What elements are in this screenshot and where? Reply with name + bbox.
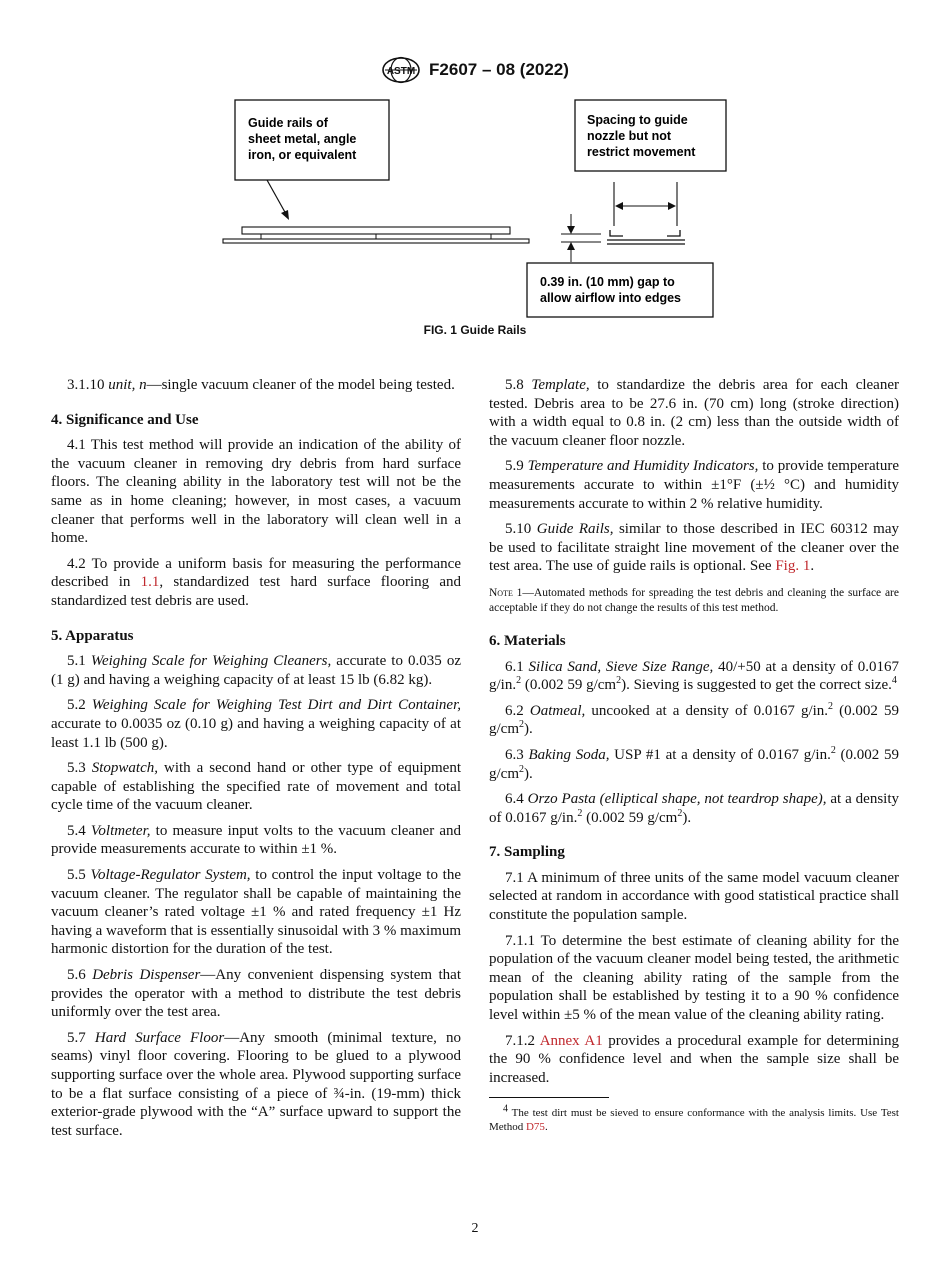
- note-1: [489, 586, 899, 616]
- label-left-line1: Guide rails of: [248, 116, 328, 130]
- para-text: ).: [524, 765, 533, 782]
- para-term: Temperature and Humidity Indicators,: [527, 458, 759, 475]
- para-text: accurate to 0.0035 oz (0.10 g) and having a weighing capacity of at least 1.1 lb (500 g).: [51, 715, 461, 751]
- para-text: ).: [524, 721, 533, 738]
- para-text: to control the input voltage to the vacuum cleaner. The regulator shall be capable of maintaining the vacuum cleaner’s rated voltage ±1 % and rated frequency ±1 Hz having a waveform that is essentially sinusoidal with 3 % maximum harmonic distortion for the duration of the test.: [51, 867, 461, 958]
- para-5-7: [51, 1029, 461, 1141]
- para-term: Voltage-Regulator System,: [90, 867, 251, 884]
- para-text: 4.2 To provide a uniform basis for measuring the performance described in: [51, 555, 461, 591]
- footnote-4: [489, 1103, 899, 1134]
- para-num: 5.6: [67, 967, 93, 984]
- para-7-1-2: [489, 1032, 899, 1088]
- gap-arrowhead-top: [567, 226, 575, 234]
- para-term: Stopwatch,: [91, 760, 158, 777]
- page-header: [0, 56, 950, 84]
- superscript: 2: [519, 763, 524, 775]
- note-num: 1: [512, 586, 523, 599]
- left-column: [51, 376, 461, 1147]
- para-text: (0.002 59 g/cm: [489, 746, 900, 782]
- para-3-1-10: [51, 376, 461, 395]
- para-5-5: [51, 866, 461, 959]
- para-num: 5.8: [505, 377, 532, 393]
- superscript: 2: [577, 807, 583, 819]
- section-5-title: 5. Apparatus: [51, 627, 134, 644]
- para-text: 40/+50 at a density of 0.0167 g/in.: [489, 658, 900, 694]
- link-fig-1[interactable]: Fig. 1: [775, 558, 811, 575]
- para-text: ). Sieving is suggested to get the correct size.: [621, 677, 892, 694]
- para-4-2: [51, 555, 461, 611]
- label-right-line1: Spacing to guide: [587, 113, 688, 127]
- para-term: Weighing Scale for Weighing Test Dirt and Dirt Container,: [91, 697, 461, 714]
- para-6-4: [489, 790, 899, 827]
- rail-top: [242, 227, 510, 234]
- para-term: Template,: [531, 377, 590, 393]
- para-num: 5.2: [67, 697, 92, 714]
- astm-logo-icon: [381, 56, 421, 84]
- para-text: (0.002 59 g/cm: [489, 702, 900, 738]
- leader-arrow-left: [267, 180, 286, 214]
- note-label: Note: [489, 586, 513, 599]
- para-term: Debris Dispenser: [92, 967, 201, 984]
- link-1-1[interactable]: 1.1: [140, 574, 160, 591]
- para-text: USP #1 at a density of 0.0167 g/in.: [609, 746, 831, 763]
- logo-lettering: ASTM: [386, 66, 416, 77]
- arrowhead-left: [281, 210, 289, 220]
- para-text: provides a procedural example for determining the 90 % confidence level and when the sample size shall be increased.: [489, 1032, 899, 1086]
- para-5-3: [51, 759, 461, 815]
- rail-section-left: [610, 230, 623, 236]
- section-6-title: 6. Materials: [489, 632, 566, 649]
- label-left-line3: iron, or equivalent: [248, 148, 357, 162]
- para-num: 5.7: [67, 1029, 95, 1046]
- figure-guide-rails: [215, 96, 735, 322]
- para-5-6: [51, 966, 461, 1022]
- gap-arrowhead-bottom: [567, 242, 575, 250]
- para-4-1: 4.1 This test method will provide an indication of the ability of the vacuum cleaner in removing dry debris from hard surface floors. The cleaning ability in the laboratory test will not be the same as in home cleaning; however, in most cases, a vacuum cleaner that performs well in the laboratory will clean well in a home.: [51, 437, 461, 547]
- para-num: 7.1.2: [505, 1032, 540, 1049]
- para-text: (0.002 59 g/cm: [582, 809, 678, 826]
- section-4-title: 4. Significance and Use: [51, 411, 199, 428]
- link-annex-a1[interactable]: Annex A1: [539, 1032, 603, 1049]
- para-text: accurate to 0.035 oz (1 g) and having a weighing capacity of at least 15 lb (6.82 kg).: [51, 653, 462, 688]
- para-term: Silica Sand, Sieve Size Range,: [528, 658, 714, 675]
- para-text: ).: [682, 809, 692, 826]
- para-num: 3.1.10: [67, 377, 109, 393]
- para-num: 5.9: [505, 458, 528, 475]
- para-6-2: [489, 702, 899, 739]
- para-term: Hard Surface Floor: [94, 1029, 225, 1046]
- label-bottom-line2: allow airflow into edges: [540, 291, 681, 305]
- para-num: 6.4: [505, 791, 528, 808]
- para-text: to standardize the debris area for each cleaner tested. Debris area to be 27.6 in. (70 cm) long (stroke direction) with a width equal to 0.8 in. (2 cm) less than the outside width of the vacuum cleaner floor nozzle.: [489, 377, 899, 449]
- floor-base: [223, 239, 529, 243]
- para-7-1: 7.1 A minimum of three units of the same model vacuum cleaner selected at random in accordance with good statistical practice shall constitute the population sample.: [489, 869, 899, 924]
- dim-arrowhead-right: [668, 202, 676, 210]
- superscript: 2: [830, 744, 836, 756]
- para-5-8: [489, 376, 899, 450]
- para-6-3: [489, 746, 899, 783]
- para-term: Oatmeal,: [529, 702, 586, 719]
- label-left-line2: sheet metal, angle: [248, 132, 357, 146]
- para-text: —Any smooth (minimal texture, no seams) vinyl floor covering. Flooring to be glued to a plywood supporting surface over the whole area. Plywood supporting surface to be a flat surface consisting of a piece of ¾-in. (19-mm) thick exterior-grade plywood with the “A” surface upward to support the test surface.: [51, 1029, 462, 1139]
- para-term: unit, n: [108, 377, 147, 393]
- para-text: to provide temperature measurements accurate to within ±1°F (±½ °C) and humidity measurements accurate to within 2 % relative humidity.: [489, 458, 899, 512]
- right-column: [489, 376, 899, 1134]
- para-num: 5.3: [67, 760, 92, 777]
- footnote-mark: 4: [503, 1103, 508, 1115]
- para-text: uncooked at a density of 0.0167 g/in.: [585, 702, 829, 719]
- para-7-1-1: 7.1.1 To determine the best estimate of cleaning ability for the population of the vacuum cleaner model being tested, the arithmetic mean of the cleaning ability rating of the sample from the population shall be established by testing it to a 90 % confidence level within ±5 % of the mean value of the cleaning ability rating.: [489, 932, 899, 1024]
- figure-caption: FIG. 1 Guide Rails: [423, 323, 527, 337]
- para-5-1: [51, 652, 461, 689]
- footnote-divider: [489, 1097, 609, 1098]
- footnote-ref[interactable]: 4: [891, 675, 897, 687]
- rail-section-right: [667, 230, 680, 236]
- para-num: 5.4: [67, 822, 91, 839]
- para-num: 5.10: [505, 521, 537, 538]
- para-6-1: [489, 658, 899, 695]
- superscript: 2: [828, 700, 834, 712]
- para-text: —single vacuum cleaner of the model being tested.: [146, 377, 455, 393]
- para-5-9: [489, 457, 899, 513]
- para-text: similar to those described in IEC 60312 may be used to facilitate straight line movement of the cleaner over the test area. The use of guide rails is optional. See: [489, 521, 900, 575]
- label-right-line2: nozzle but not: [587, 129, 672, 143]
- section-7-title: 7. Sampling: [489, 844, 565, 861]
- para-text: to measure input volts to the vacuum cleaner and provide measurements accurate to within ±1 %.: [51, 822, 462, 858]
- page-number: 2: [471, 1221, 479, 1236]
- superscript: 2: [519, 719, 524, 731]
- para-term: Baking Soda,: [528, 746, 610, 763]
- footnote-text: The test dirt must be sieved to ensure conformance with the analysis limits. Use Test Method: [489, 1107, 899, 1134]
- para-text: at a density of 0.0167 g/in.: [489, 791, 899, 826]
- label-right-line3: restrict movement: [587, 145, 696, 159]
- para-text: —Any convenient dispensing system that provides the operator with a method to distribute the test debris uniformly over the test area.: [51, 967, 462, 1021]
- guide-rails-diagram: [215, 96, 735, 322]
- para-num: 5.1: [67, 653, 91, 670]
- para-num: 6.3: [505, 746, 529, 763]
- para-text: with a second hand or other type of equipment capable of establishing the specified rate of movement and total cycle time of the vacuum cleaner.: [51, 760, 462, 814]
- para-term: Orzo Pasta (elliptical shape, not teardrop shape),: [527, 791, 827, 808]
- label-box-bottom: [527, 263, 713, 317]
- superscript: 2: [516, 675, 522, 687]
- footnote-text: .: [544, 1121, 548, 1134]
- para-5-10: [489, 520, 899, 576]
- link-d75[interactable]: D75: [525, 1121, 545, 1134]
- note-text: —Automated methods for spreading the test debris and cleaning the surface are acceptable if they do not change the results of this test method.: [489, 586, 899, 614]
- para-term: Weighing Scale for Weighing Cleaners,: [90, 653, 332, 670]
- standard-designation: F2607 – 08 (2022): [429, 60, 569, 79]
- superscript: 2: [677, 807, 683, 819]
- para-5-4: [51, 822, 461, 859]
- para-num: 6.2: [505, 702, 530, 719]
- para-num: 5.5: [67, 867, 91, 884]
- para-text: , standardized test hard surface flooring and standardized test debris are used.: [51, 574, 461, 609]
- dim-arrowhead-left: [615, 202, 623, 210]
- para-text: (0.002 59 g/cm: [521, 677, 617, 694]
- label-bottom-line1: 0.39 in. (10 mm) gap to: [540, 275, 675, 289]
- para-5-2: [51, 696, 461, 752]
- para-term: Voltmeter,: [90, 822, 151, 839]
- para-text: .: [810, 558, 815, 575]
- para-num: 6.1: [505, 658, 529, 675]
- para-term: Guide Rails,: [536, 521, 614, 538]
- superscript: 2: [616, 675, 622, 687]
